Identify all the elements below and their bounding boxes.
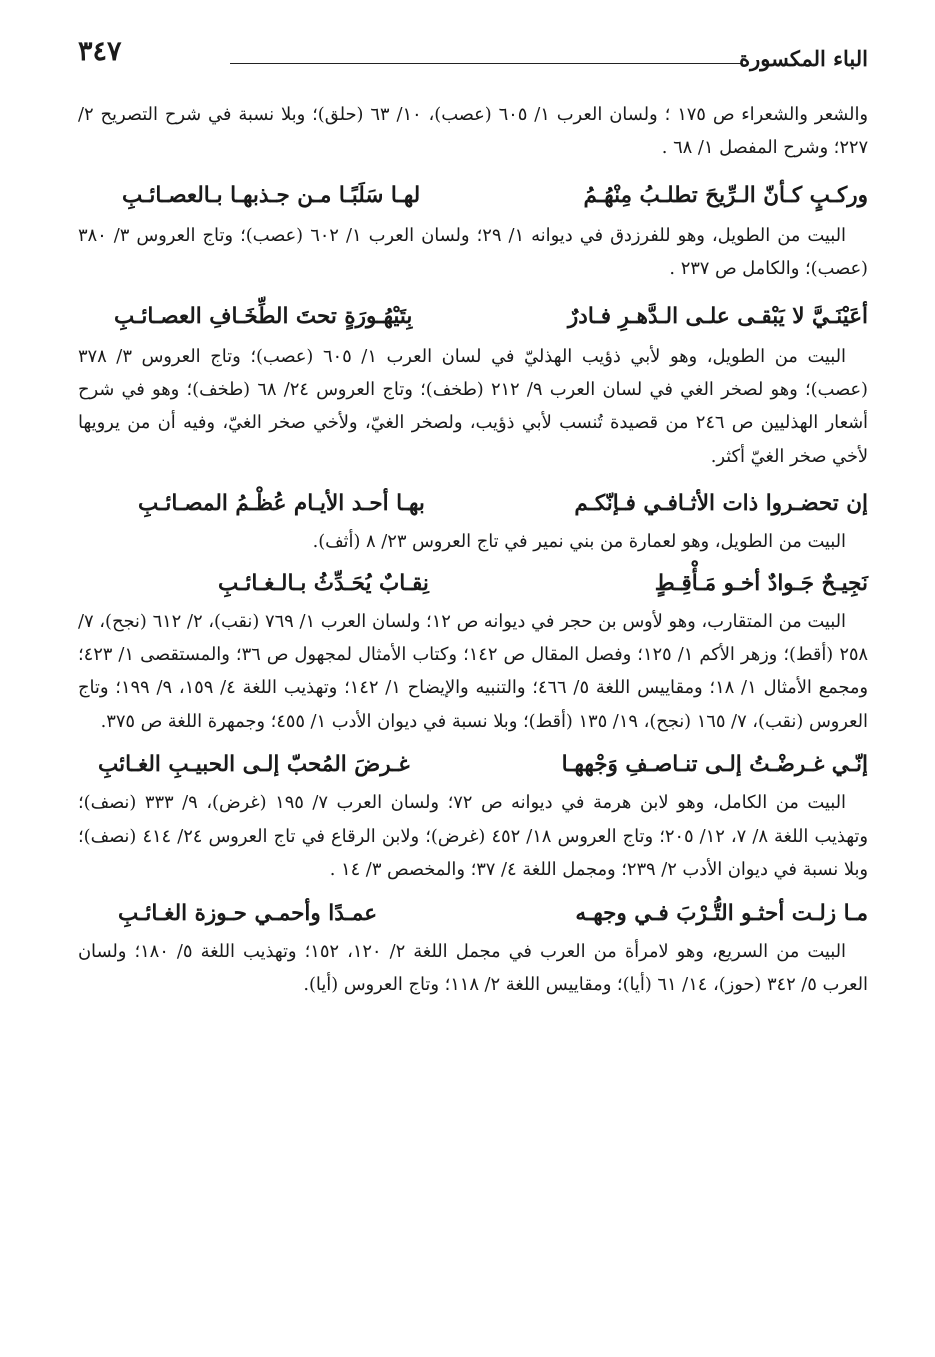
- verse-commentary: البيت من الطويل، وهو لأبي ذؤيب الهذليّ في لسان العرب ١/ ٦٠٥ (عصب)؛ وتاج العروس ٣/ ٣٧٨ (عصب)؛ وهو لصخر الغي في لسان العرب ٩/ ٢١٢ (طخف)؛ وتاج العروس ٢٤/ ٦٨ (طخف)؛ وهو في شرح أشعار الهذليين ص ٢٤٦ من قصيدة تُنسب لأبي ذؤيب، ولصخر الغيّ، ولأخي صخر الغيّ، وفيه أن من يرويها لأخي صخر الغيّ أكثر.: [78, 345, 868, 467]
- opening-paragraph: والشعر والشعراء ص ١٧٥ ؛ ولسان العرب ١/ ٦٠٥ (عصب)، ١٠/ ٦٣ (حلق)؛ وبلا نسبة في شرح التصريح ٢/ ٢٢٧؛ وشرح المفصل ١/ ٦٨ .: [78, 104, 868, 159]
- verse-line: [78, 179, 868, 213]
- second-hemistich: نِقـابٌ يُحَـدِّثُ بـالـغـائـبِ: [218, 570, 429, 596]
- verse-commentary: البيت من الطويل، وهو للفرزدق في ديوانه ١/ ٢٩؛ ولسان العرب ١/ ٦٠٢ (عصب)؛ وتاج العروس ٣/ ٣٨٠ (عصب)؛ والكامل ص ٢٣٧ .: [78, 224, 868, 280]
- verse-line: [78, 897, 868, 931]
- first-hemistich: نَجِيـحٌ جَـوادٌ أخـو مَـأْقِـطٍ: [654, 570, 868, 596]
- first-hemistich: مـا زلـت أحثـو التُّـرْبَ فـي وجهـه: [575, 900, 868, 926]
- second-hemistich: بِتَيْهُـورَةٍ تحتَ الطِّخَـافِ العصـائـبِ: [114, 303, 413, 329]
- first-hemistich: إن تحضـروا ذات الأثـافـي فـإنّكـم: [574, 491, 868, 517]
- verse-commentary: البيت من الطويل، وهو لعمارة من بني نمير في تاج العروس ٢٣/ ٨ (أثف).: [312, 531, 846, 553]
- first-hemistich: وركـبٍ كـأنّ الـرِّيحَ تطلـبُ مِنْهُـمُ: [583, 182, 868, 208]
- header-rule: [230, 63, 743, 64]
- verse-entry: [78, 179, 868, 286]
- verse-entry: [78, 567, 868, 739]
- verse-commentary: البيت من السريع، وهو لامرأة من العرب في مجمل اللغة ٢/ ١٢٠، ١٥٢؛ وتهذيب اللغة ٥/ ١٨٠؛ ولسان العرب ٥/ ٣٤٢ (حوز)، ١٤/ ٦١ (أيا)؛ ومقاييس اللغة ٢/ ١١٨؛ وتاج العروس (أيا).: [78, 940, 868, 995]
- page-number: ٣٤٧: [78, 36, 122, 67]
- verse-commentary: البيت من المتقارب، وهو لأوس بن حجر في ديوانه ص ١٢؛ ولسان العرب ١/ ٧٦٩ (نقب)، ٢/ ٦١٢ (نجح)، ٧/ ٢٥٨ (أقط)؛ وزهر الأكم ١/ ١٢٥؛ وفصل المقال ص ١٤٢؛ وكتاب الأمثال لمجهول ص ٣٦؛ والمستقصى ١/ ٤٢٣؛ ومجمع الأمثال ١/ ١٨؛ ومقاييس اللغة ٥/ ٤٦٦؛ والتنبيه والإيضاح ١/ ١٤٢؛ وتهذيب اللغة ٤/ ١٥٩، ٩/ ١٩٩؛ وتاج العروس (نقب)، ٧/ ١٦٥ (نجح)، ١٩/ ١٣٥ (أقط)؛ وبلا نسبة في ديوان الأدب ١/ ٤٥٥؛ وجمهرة اللغة ص ٣٧٥.: [78, 610, 868, 732]
- verse-entry: [78, 748, 868, 886]
- verse-line: [78, 300, 868, 334]
- verse-entry: [78, 300, 868, 474]
- second-hemistich: غـرضَ المُحبّ إلـى الحبيـبِ الغـائبِ: [98, 752, 410, 778]
- verse-entry: [78, 897, 868, 1002]
- verse-line: [78, 748, 868, 782]
- second-hemistich: عمـدًا وأحمـي حـوزة الغـائـبِ: [118, 900, 378, 926]
- second-hemistich: لهـا سَلَبًـا مـن جـذبهـا بـالعصـائـبِ: [122, 182, 421, 208]
- verse-line: [78, 487, 868, 521]
- first-hemistich: أعَيْنَـيَّ لا يَبْقـى علـى الـدَّهـرِ فـادرٌ: [567, 303, 868, 329]
- page-body: [78, 98, 868, 1001]
- page-header: [78, 36, 868, 76]
- running-title: الباء المكسورة: [739, 46, 868, 71]
- verse-entry: [78, 487, 868, 558]
- verse-line: [78, 567, 868, 601]
- verse-commentary: البيت من الكامل، وهو لابن هرمة في ديوانه ص ٧٢؛ ولسان العرب ٧/ ١٩٥ (غرض)، ٩/ ٣٣٣ (نصف)؛ وتهذيب اللغة ٨/ ٧، ١٢/ ٢٠٥؛ وتاج العروس ١٨/ ٤٥٢ (غرض)؛ ولابن الرقاع في تاج العروس ٢٤/ ٤١٤ (نصف)؛ وبلا نسبة في ديوان الأدب ٢/ ٢٣٩؛ ومجمل اللغة ٤/ ٣٧؛ والمخصص ٣/ ١٤ .: [78, 792, 868, 881]
- second-hemistich: بهـا أحـد الأيـام عُظْـمُ المصـائـبِ: [138, 491, 425, 517]
- first-hemistich: إنّـي غـرضْـتُ إلـى تنـاصـفِ وَجْههـا: [561, 752, 868, 778]
